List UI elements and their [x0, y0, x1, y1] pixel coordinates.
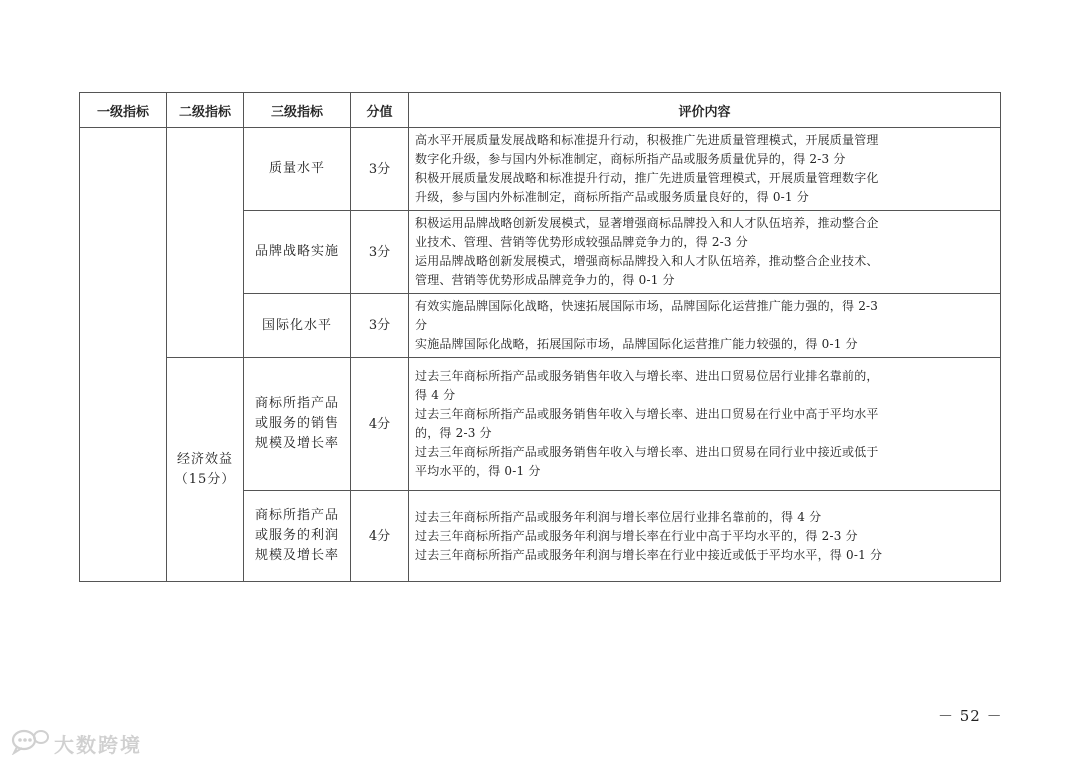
content-line: 积极运用品牌战略创新发展模式，显著增强商标品牌投入和人才队伍培养，推动整合企 — [415, 216, 879, 230]
content-line: 有效实施品牌国际化战略，快速拓展国际市场，品牌国际化运营推广能力强的，得 2-3 — [415, 299, 879, 313]
table-header-row — [80, 93, 1001, 128]
content-cell — [409, 491, 1001, 582]
level3-label: 规模及增长率 — [254, 436, 339, 451]
content-line: 管理、营销等优势形成品牌竞争力的，得 0-1 分 — [415, 273, 675, 287]
content-line: 过去三年商标所指产品或服务销售年收入与增长率、进出口贸易在同行业中接近或低于 — [415, 445, 879, 459]
header-level2: 二级指标 — [167, 93, 244, 128]
score-cell: 3分 — [351, 128, 409, 211]
content-line: 实施品牌国际化战略，拓展国际市场，品牌国际化运营推广能力较强的，得 0-1 分 — [415, 337, 858, 351]
level3-cell — [244, 491, 351, 582]
level2-cell-econ — [167, 358, 244, 582]
level2-label: 经济效益 — [176, 451, 233, 467]
level3-label: 规模及增长率 — [254, 548, 339, 563]
score-cell: 4分 — [351, 358, 409, 491]
content-line: 过去三年商标所指产品或服务年利润与增长率在行业中接近或低于平均水平，得 0-1 分 — [415, 547, 883, 562]
score-cell: 3分 — [351, 294, 409, 358]
content-line: 过去三年商标所指产品或服务销售年收入与增长率、进出口贸易位居行业排名靠前的， — [415, 369, 879, 383]
evaluation-table — [79, 92, 1001, 582]
level3-cell — [244, 294, 351, 358]
score-cell: 4分 — [351, 491, 409, 582]
level3-label: 商标所指产品 — [254, 396, 339, 411]
level3-label: 商标所指产品 — [254, 508, 339, 523]
content-line: 数字化升级，参与国内外标准制定，商标所指产品或服务质量优异的，得 2-3 分 — [415, 152, 846, 166]
content-cell — [409, 128, 1001, 211]
level3-label: 或服务的利润 — [254, 528, 339, 543]
content-cell — [409, 294, 1001, 358]
level3-label: 品牌战略实施 — [254, 244, 339, 259]
level3-cell — [244, 128, 351, 211]
level3-label: 质量水平 — [268, 161, 325, 176]
content-line: 过去三年商标所指产品或服务年利润与增长率位居行业排名靠前的，得 4 分 — [415, 509, 822, 524]
content-line: 业技术、管理、营销等优势形成较强品牌竞争力的，得 2-3 分 — [415, 235, 748, 249]
header-level1: 一级指标 — [80, 93, 167, 128]
watermark-text: 大数跨境 — [54, 732, 142, 757]
watermark-logo — [10, 727, 142, 759]
level3-label: 国际化水平 — [261, 317, 332, 333]
content-line: 过去三年商标所指产品或服务销售年收入与增长率、进出口贸易在行业中高于平均水平 — [415, 407, 879, 421]
content-line: 分 — [415, 318, 428, 332]
content-line: 高水平开展质量发展战略和标准提升行动，积极推广先进质量管理模式，开展质量管理 — [415, 133, 879, 147]
level1-cell-empty — [80, 128, 167, 582]
level3-cell — [244, 358, 351, 491]
level3-label: 或服务的销售 — [254, 416, 339, 431]
score-cell: 3分 — [351, 211, 409, 294]
content-cell — [409, 211, 1001, 294]
content-line: 积极开展质量发展战略和标准提升行动，推广先进质量管理模式，开展质量管理数字化 — [415, 171, 879, 185]
level3-cell — [244, 211, 351, 294]
content-line: 升级，参与国内外标准制定，商标所指产品或服务质量良好的，得 0-1 分 — [415, 190, 809, 204]
level2-cell-empty — [167, 128, 244, 358]
chat-bubble-logo-icon — [10, 727, 50, 759]
content-line: 过去三年商标所指产品或服务年利润与增长率在行业中高于平均水平的，得 2-3 分 — [415, 528, 858, 543]
content-line: 得 4 分 — [415, 388, 456, 402]
content-line: 平均水平的，得 0-1 分 — [415, 464, 541, 478]
content-cell — [409, 358, 1001, 491]
header-score: 分值 — [351, 93, 409, 128]
content-line: 运用品牌战略创新发展模式，增强商标品牌投入和人才队伍培养，推动整合企业技术、 — [415, 254, 879, 268]
content-line: 的，得 2-3 分 — [415, 426, 492, 440]
page-number: － 52 － — [938, 707, 1003, 725]
table-row — [80, 358, 1001, 491]
table-row — [80, 128, 1001, 211]
level2-score: （15分） — [174, 471, 236, 487]
header-content: 评价内容 — [409, 93, 1001, 128]
header-level3: 三级指标 — [244, 93, 351, 128]
